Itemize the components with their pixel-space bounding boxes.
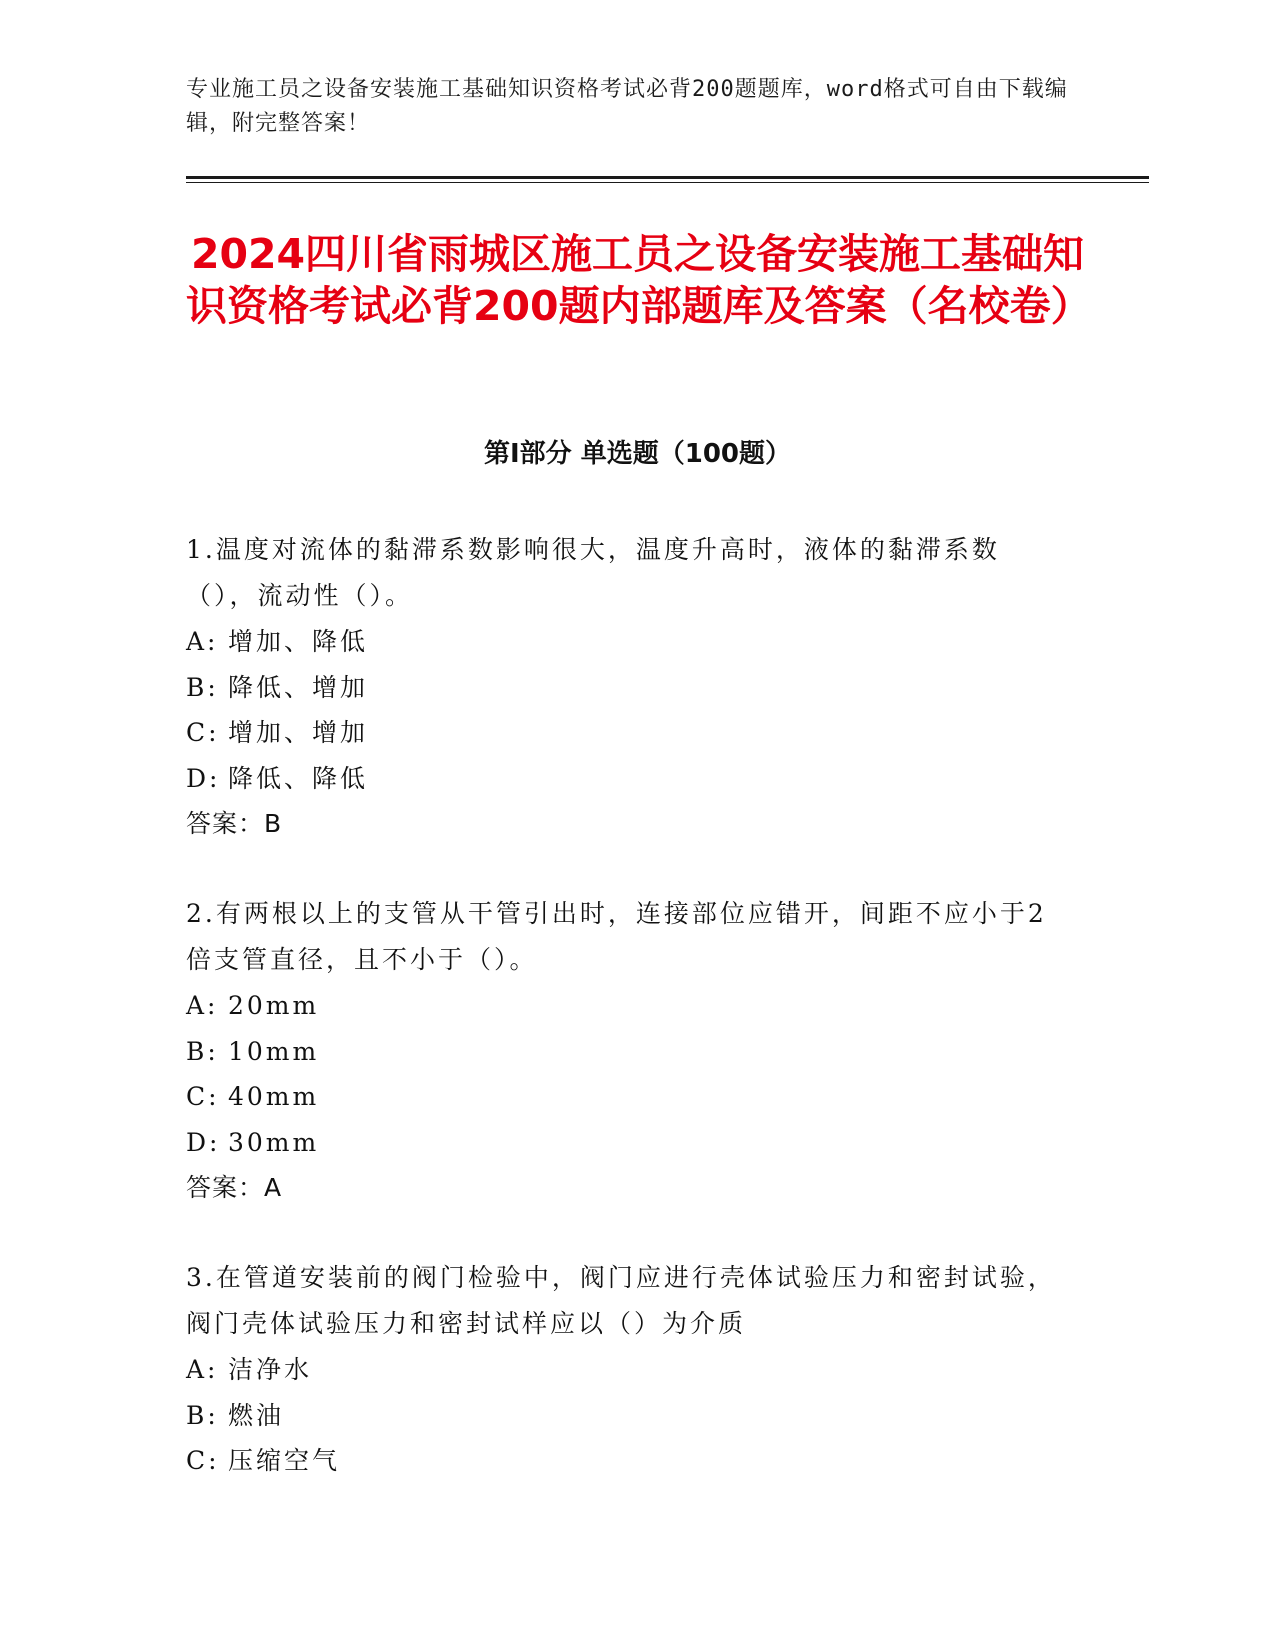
option-c [186,1438,1066,1484]
option-label: C: [186,718,220,747]
section-heading: 第I部分 单选题（100题） [484,439,791,469]
answer-value: B [264,809,283,838]
option-d [186,756,1066,802]
option-label: B: [186,1400,219,1430]
option-label: A: [186,1355,219,1384]
option-text: 降低、增加 [228,672,369,702]
option-a [186,983,1066,1029]
question-1 [186,527,1066,846]
question-stem: 2.有两根以上的支管从干管引出时，连接部位应错开，间距不应小于2倍支管直径，且不小于（）。 [186,899,1047,974]
option-label: B: [186,1036,219,1066]
answer-line [186,1165,1066,1210]
option-text: 20mm [228,991,320,1020]
question-2 [186,891,1066,1210]
question-list [186,527,1066,1484]
option-label: C: [186,1082,220,1111]
option-a [186,1347,1066,1393]
question-stem: 1.温度对流体的黏滞系数影响很大，温度升高时，液体的黏滞系数（），流动性（）。 [186,535,1000,610]
option-label: A: [186,991,219,1020]
option-text: 10mm [228,1036,320,1066]
question-spacer [186,846,1066,891]
option-label: D: [186,763,221,793]
option-text: 燃油 [228,1400,285,1430]
option-label: C: [186,1446,220,1475]
option-b [186,1393,1066,1439]
header-rule-thin [186,182,1149,183]
option-text: 30mm [228,1127,320,1157]
question-3 [186,1255,1066,1484]
option-b [186,1029,1066,1075]
header-note: 专业施工员之设备安装施工基础知识资格考试必背200题题库，word格式可自由下载编辑，附完整答案！ [186,77,1068,136]
option-list [186,619,1066,801]
option-c [186,1074,1066,1120]
header-rule-thick [186,176,1149,179]
option-text: 40mm [228,1082,320,1111]
option-text: 降低、降低 [228,763,369,793]
option-text: 压缩空气 [228,1446,341,1475]
option-label: A: [186,627,219,656]
option-list [186,1347,1066,1484]
answer-line [186,801,1066,846]
question-spacer [186,1210,1066,1255]
option-text: 增加、增加 [228,718,369,747]
option-d [186,1120,1066,1166]
option-text: 增加、降低 [228,627,369,656]
answer-value: A [264,1173,283,1202]
option-a [186,619,1066,665]
option-c [186,710,1066,756]
answer-prefix: 答案： [186,809,265,838]
option-label: D: [186,1127,221,1157]
option-b [186,665,1066,711]
option-label: B: [186,672,219,702]
document-title: 2024四川省雨城区施工员之设备安装施工基础知识资格考试必背200题内部题库及答案（名校卷） [186,230,1092,330]
option-text: 洁净水 [228,1355,313,1384]
question-stem: 3.在管道安装前的阀门检验中，阀门应进行壳体试验压力和密封试验，阀门壳体试验压力和密封试样应以（）为介质 [186,1263,1056,1338]
answer-prefix: 答案： [186,1173,265,1202]
option-list [186,983,1066,1165]
